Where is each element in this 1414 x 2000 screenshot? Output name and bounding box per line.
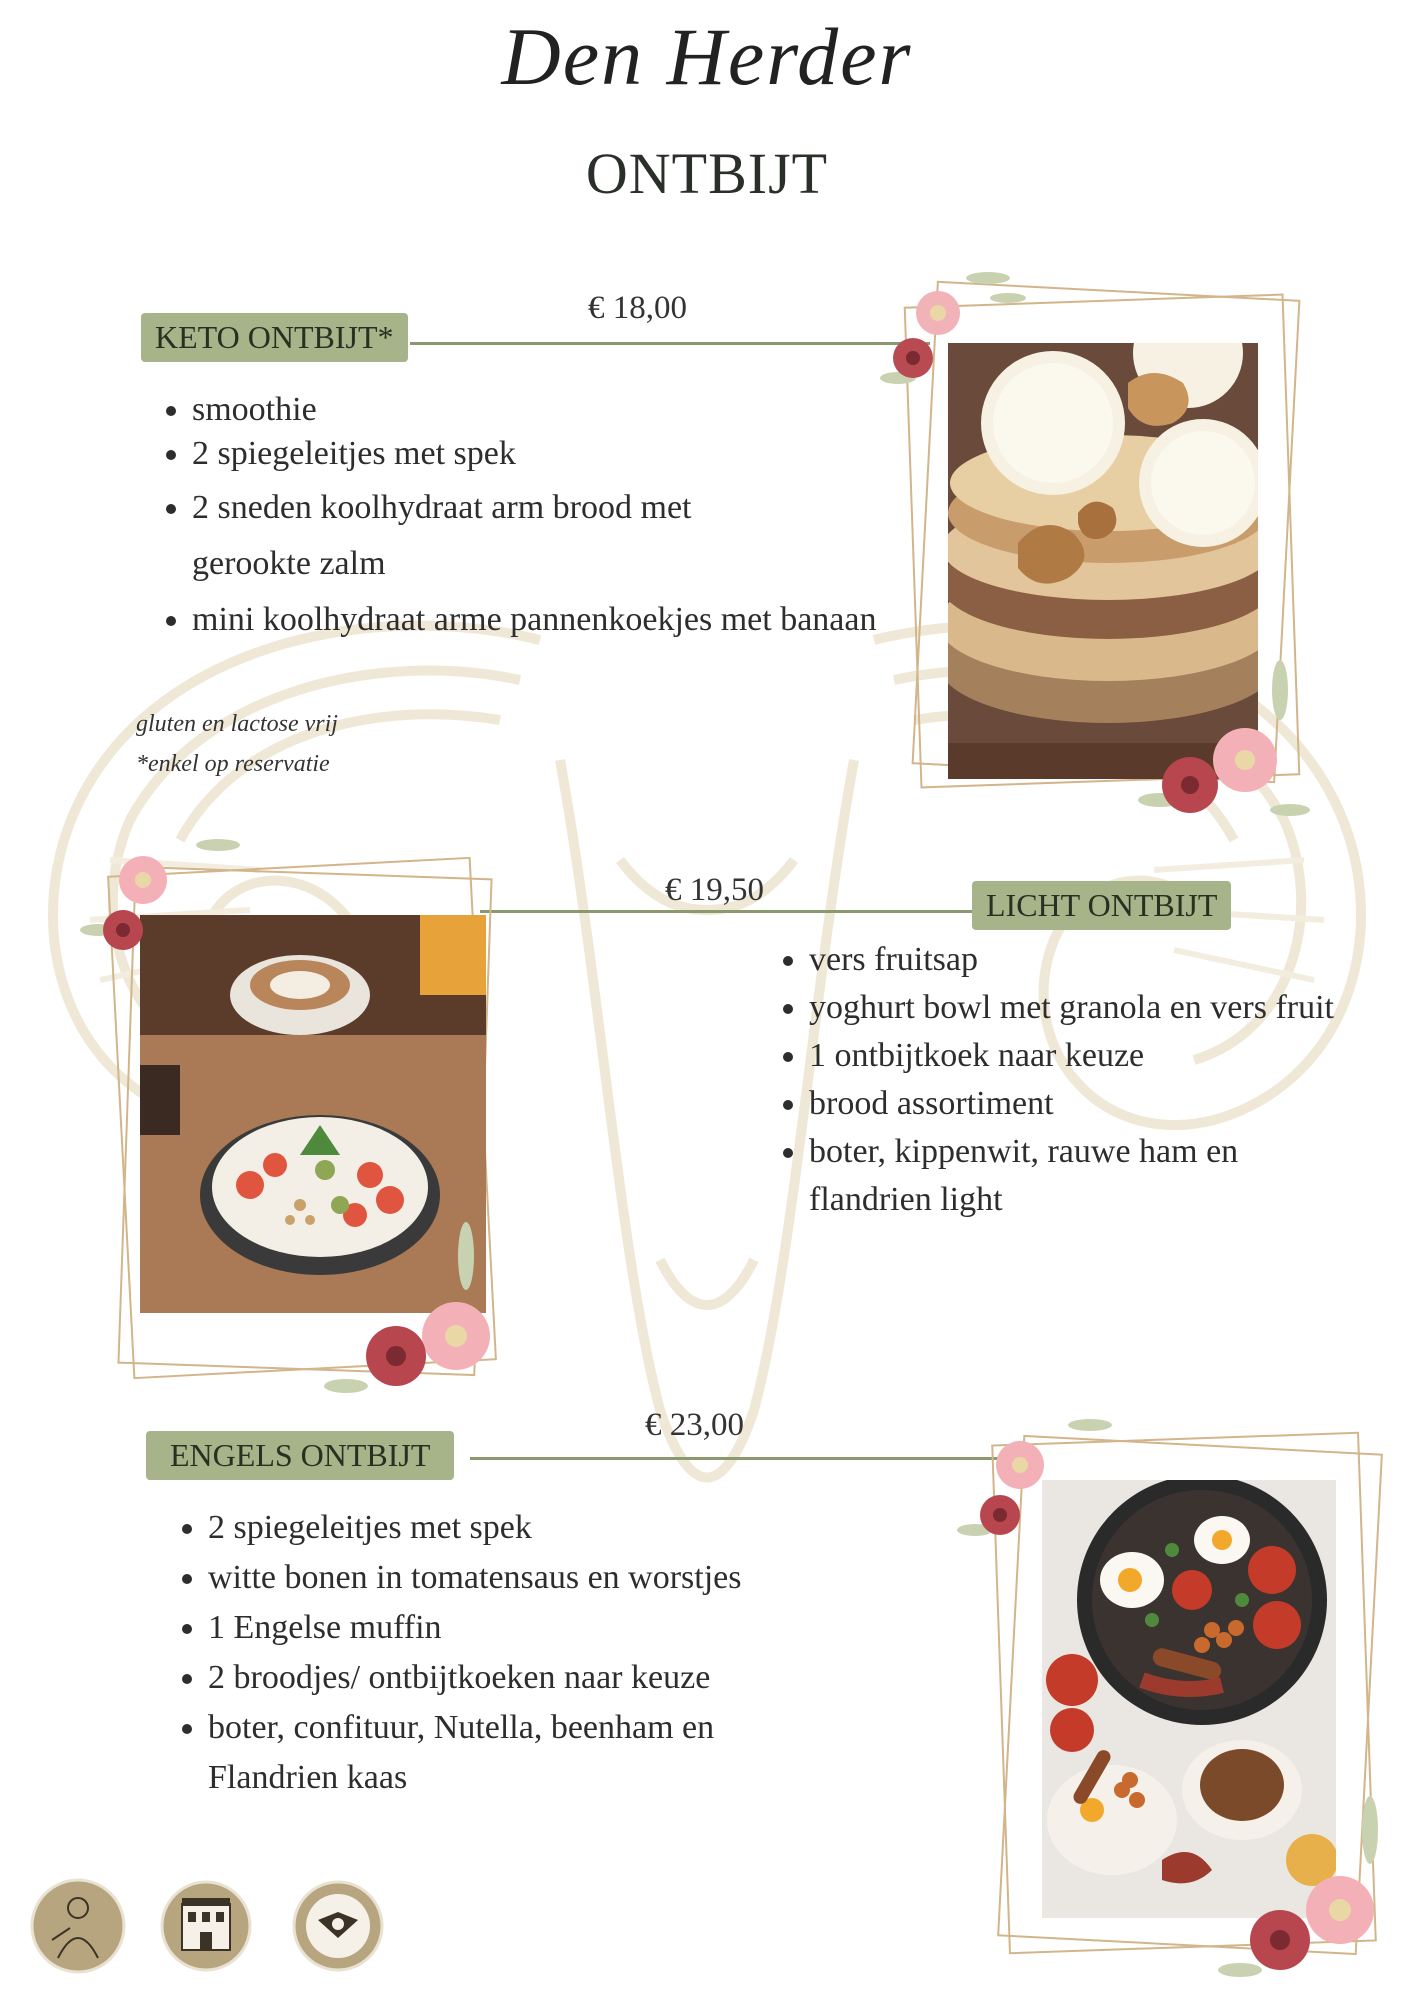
keto-price: € 18,00	[588, 290, 687, 326]
list-item: • witte bonen in tomatensaus en worstjes	[208, 1553, 928, 1603]
flower-decoration-icon	[950, 1400, 1120, 1560]
flower-decoration-icon	[1210, 1790, 1414, 2000]
list-item: • 2 spiegeleitjes met spek	[208, 1503, 928, 1553]
keto-badge: KETO ONTBIJT*	[141, 313, 408, 362]
flower-decoration-icon	[868, 258, 1028, 408]
flower-decoration-icon	[316, 1216, 516, 1416]
engels-badge: ENGELS ONTBIJT	[146, 1431, 454, 1480]
keto-note-gluten: gluten en lactose vrij	[136, 711, 338, 737]
licht-divider	[480, 910, 980, 913]
list-item: • 2 spiegeleitjes met spek	[192, 432, 952, 476]
list-item: • boter, confituur, Nutella, beenham en Flandrien kaas	[208, 1703, 848, 1803]
licht-price: € 19,50	[665, 872, 764, 908]
brand-seal-icon	[292, 1880, 384, 1972]
list-item: • 1 Engelse muffin	[208, 1603, 928, 1653]
list-item: • mini koolhydraat arme pannenkoekjes met banaan	[192, 592, 932, 648]
list-item: • 2 broodjes/ ontbijtkoeken naar keuze	[208, 1653, 928, 1703]
building-logo-icon	[160, 1880, 252, 1972]
page-title: ONTBIJT	[585, 141, 829, 206]
keto-divider	[410, 342, 930, 345]
engels-divider	[470, 1457, 1000, 1460]
keto-notes	[136, 704, 338, 784]
list-item: • smoothie	[192, 388, 952, 432]
keto-note-reservation: *enkel op reservatie	[136, 751, 330, 777]
engels-price: € 23,00	[645, 1407, 744, 1443]
list-item: • boter, kippenwit, rauwe ham en flandrien light	[809, 1128, 1369, 1224]
engels-item-list	[172, 1503, 928, 1803]
keto-item-list	[156, 388, 952, 648]
licht-item-list	[773, 936, 1369, 1224]
list-item: • 2 sneden koolhydraat arm brood met gerookte zalm	[192, 480, 812, 592]
flower-decoration-icon	[1130, 650, 1320, 850]
licht-badge: LICHT ONTBIJT	[972, 881, 1231, 930]
list-item: • yoghurt bowl met granola en vers fruit	[809, 984, 1369, 1032]
list-item: • brood assortiment	[809, 1080, 1369, 1128]
list-item: • vers fruitsap	[809, 936, 1369, 984]
list-item: • 1 ontbijtkoek naar keuze	[809, 1032, 1369, 1080]
flower-decoration-icon	[78, 820, 248, 970]
brand-logo: Den Herder	[501, 11, 913, 102]
shepherd-logo-icon	[30, 1878, 126, 1974]
